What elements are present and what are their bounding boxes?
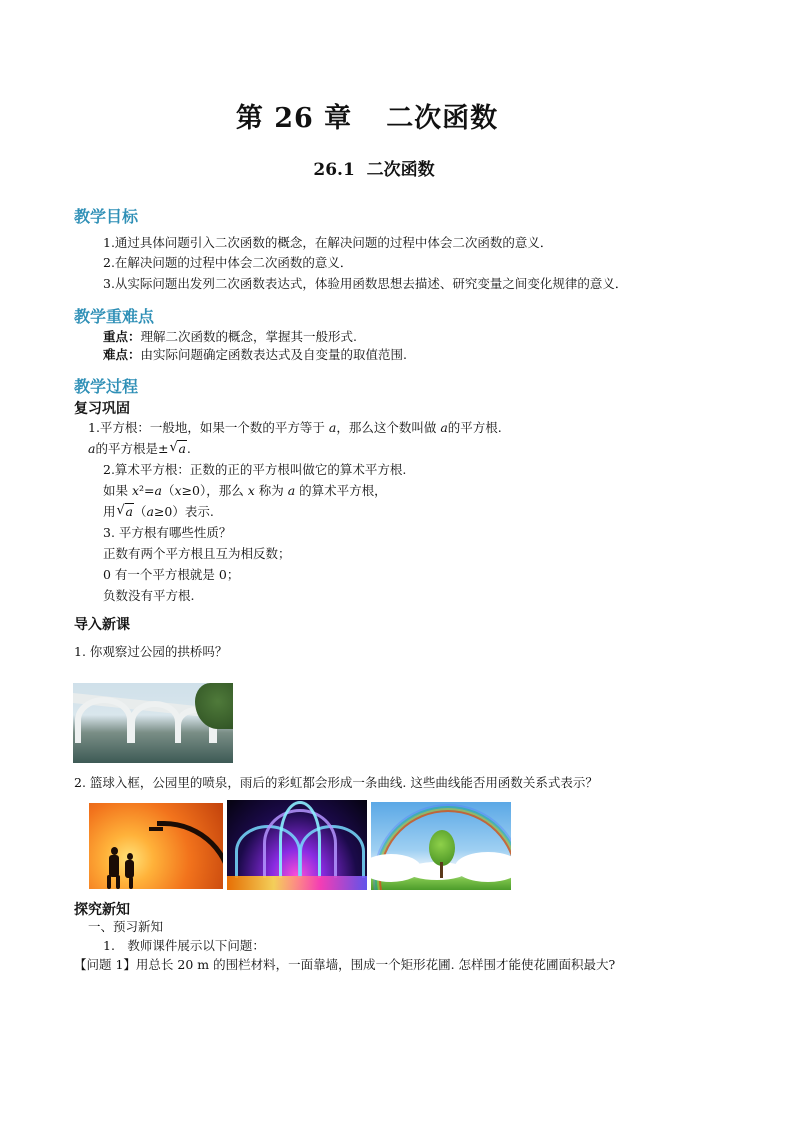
intro-heading: 导入新课 (74, 617, 130, 633)
key-point-text: 理解二次函数的概念，掌握其一般形式. (140, 329, 357, 344)
review-text: ，那么这个数叫做 (336, 420, 441, 435)
key-points-heading: 教学重难点 (74, 307, 155, 326)
variable-a: a (88, 441, 96, 456)
arch-bridge-image (73, 683, 233, 763)
review-text: （ (162, 483, 175, 498)
variable-a: a (440, 420, 448, 435)
section-title (0, 155, 748, 180)
fountain-image (227, 800, 367, 890)
variable-a: a (146, 504, 154, 519)
review-line-1 (88, 420, 502, 436)
review-text: （ (133, 504, 147, 519)
objective-item-3: 3.从实际问题出发列二次函数表达式，体验用函数思想去描述、研究变量之间变化规律的意义． (103, 276, 628, 291)
intro-question-2: 2. 篮球入框，公园里的喷泉，雨后的彩虹都会形成一条曲线. 这些曲线能否用函数关系式表示？ (74, 775, 598, 790)
review-line-2 (88, 441, 191, 457)
sqrt-symbol: √ a (116, 503, 133, 519)
key-point-label: 重点： (103, 329, 141, 344)
chapter-number: 第 26 章 (235, 103, 353, 134)
variable-a: a (328, 420, 337, 435)
review-line-8: 0 有一个平方根就是 0； (103, 567, 240, 582)
review-line-3: 2.算术平方根：正数的正的平方根叫做它的算术平方根. (103, 462, 407, 477)
review-line-6: 3. 平方根有哪些性质？ (103, 525, 232, 540)
objective-item-1: 1.通过具体问题引入二次函数的概念，在解决问题的过程中体会二次函数的意义． (103, 235, 553, 250)
explore-line-1: 一、预习新知 (88, 919, 164, 934)
review-line-9: 负数没有平方根. (103, 588, 195, 603)
section-number: 26.1 (313, 160, 355, 180)
radicand: a (125, 504, 133, 519)
section-name: 二次函数 (366, 160, 435, 180)
rainbow-image (371, 802, 511, 890)
difficulty-line (103, 347, 407, 363)
sqrt-symbol: √ a (169, 440, 186, 456)
review-text: . (186, 441, 191, 456)
variable-x: x (131, 483, 140, 498)
objectives-heading: 教学目标 (74, 207, 139, 226)
radicand: a (178, 441, 186, 456)
review-text: 的算术平方根， (295, 483, 387, 498)
difficulty-text: 由实际问题确定函数表达式及自变量的取值范围. (140, 347, 407, 362)
review-line-4 (103, 483, 387, 499)
explore-problem-1: 【问题 1】用总长 20 m 的围栏材料，一面靠墙，围成一个矩形花圃. 怎样围才能使花圃面积最大? (74, 957, 616, 972)
explore-line-2: 1. 教师课件展示以下问题： (103, 938, 265, 953)
variable-x: x (174, 483, 182, 498)
explore-heading: 探究新知 (74, 902, 130, 918)
key-point-line (103, 329, 357, 345)
review-line-7: 正数有两个平方根且互为相反数； (103, 546, 291, 561)
variable-a: a (154, 483, 162, 498)
review-text: ≥0），那么 (181, 483, 248, 498)
review-text: 的平方根是± (95, 441, 169, 456)
intro-question-1: 1. 你观察过公园的拱桥吗？ (74, 644, 228, 659)
review-text: ²= (139, 483, 155, 498)
variable-x: x (247, 483, 255, 498)
review-text: 的平方根. (447, 420, 502, 435)
review-text: 如果 (103, 483, 132, 498)
variable-a: a (287, 483, 296, 498)
chapter-title (0, 96, 734, 135)
review-text: 用 (103, 504, 116, 519)
basketball-sunset-image (89, 803, 223, 889)
review-text: 称为 (254, 483, 288, 498)
chapter-name: 二次函数 (386, 103, 499, 134)
difficulty-label: 难点： (103, 347, 141, 362)
review-heading: 复习巩固 (74, 401, 130, 417)
review-line-5 (103, 504, 214, 520)
process-heading: 教学过程 (74, 377, 139, 396)
review-text: ≥0）表示. (153, 504, 214, 519)
objective-item-2: 2.在解决问题的过程中体会二次函数的意义． (103, 255, 353, 270)
review-text: 1.平方根：一般地，如果一个数的平方等于 (88, 420, 329, 435)
